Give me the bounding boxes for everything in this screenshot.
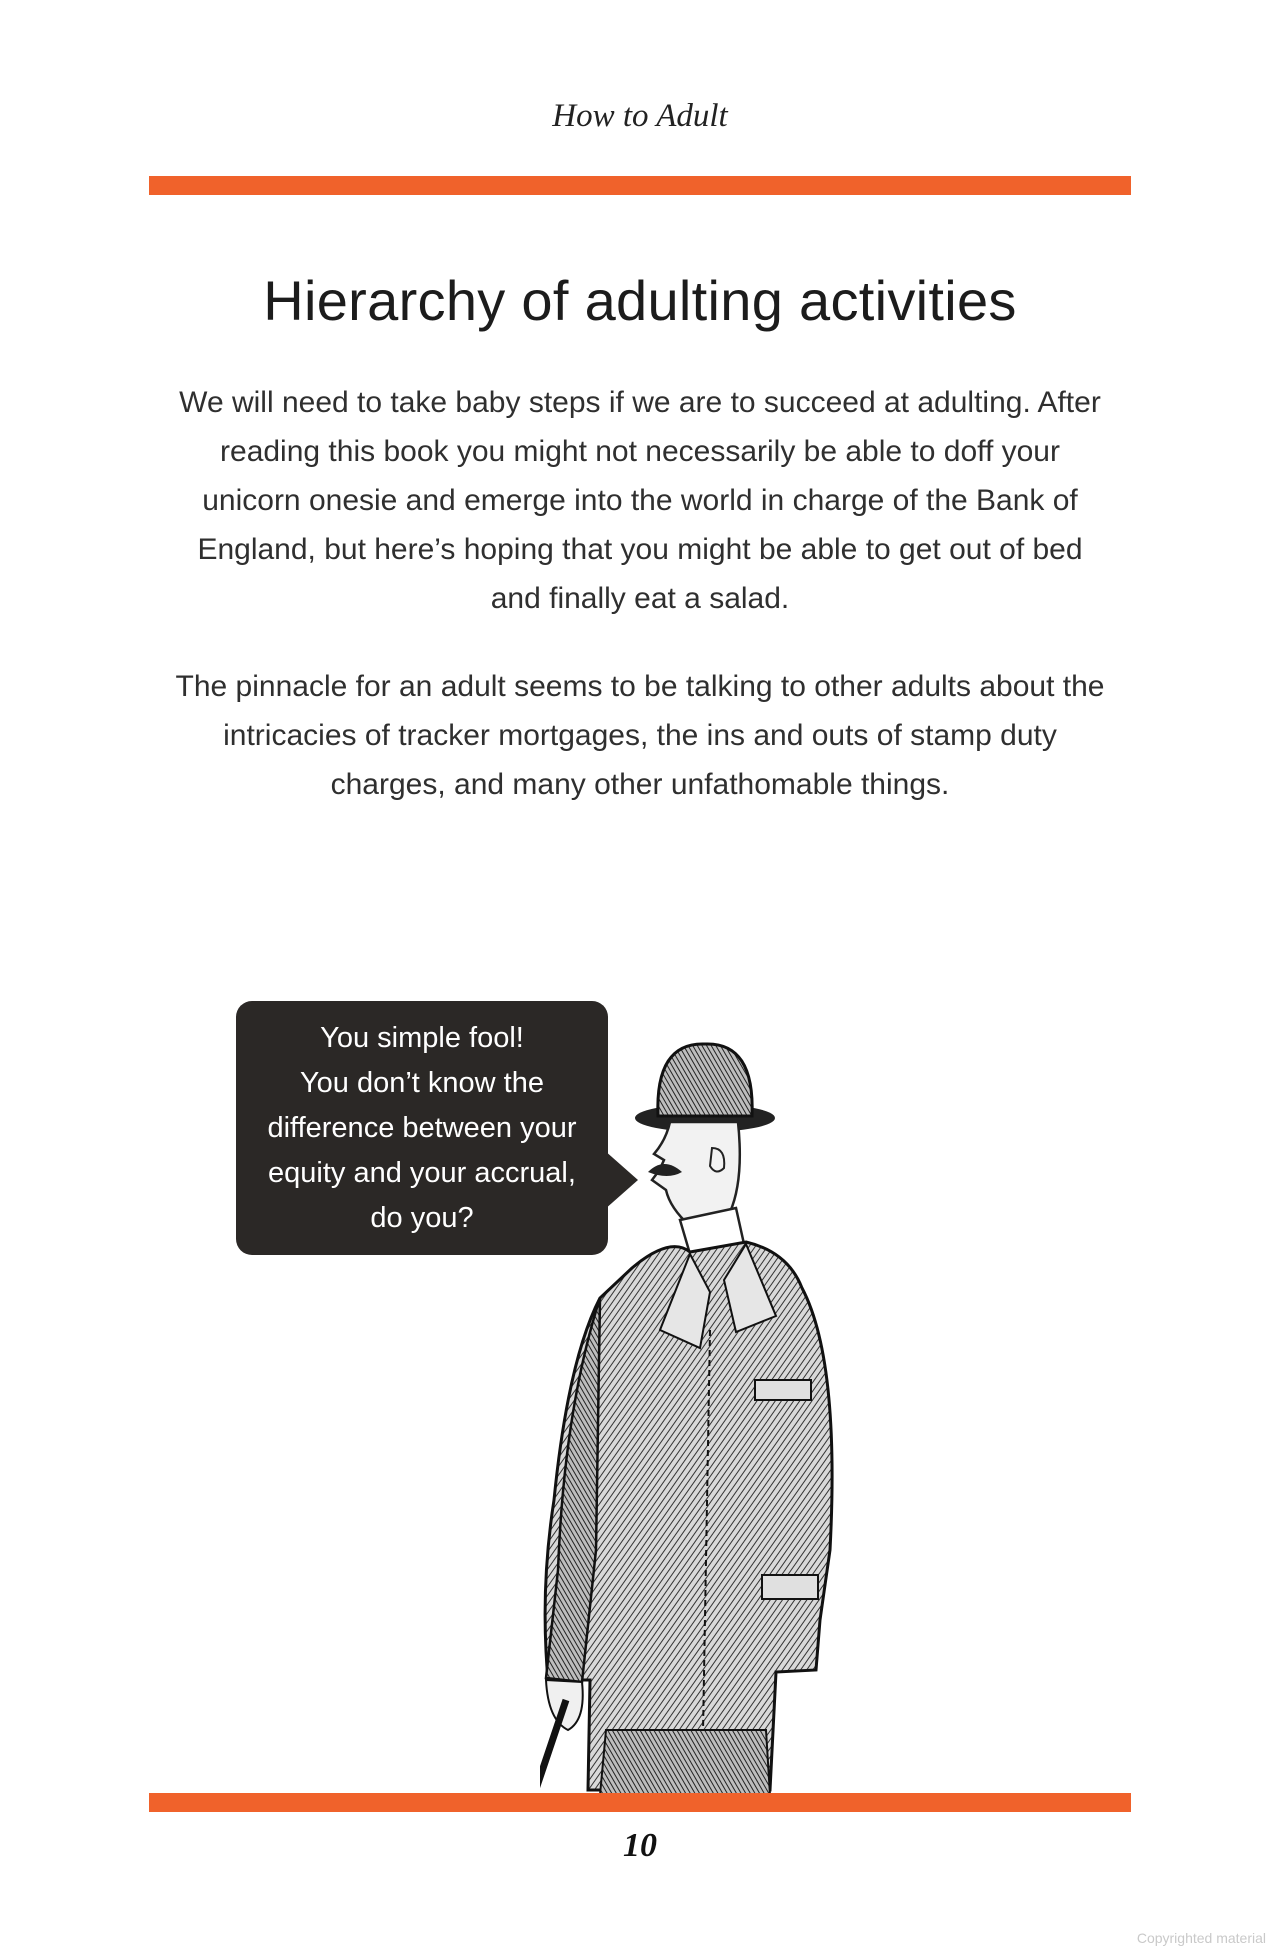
bubble-line: You don’t know the xyxy=(299,1066,544,1099)
bubble-line: difference between your xyxy=(267,1111,577,1144)
bubble-line: equity and your accrual, xyxy=(268,1156,576,1189)
body-paragraph-2: The pinnacle for an adult seems to be talking to other adults about the intricacies of tracker mortgages, the ins and outs of stamp duty charges, and many other unfathomable things. xyxy=(175,670,1105,801)
section-title: Hierarchy of adulting activities xyxy=(263,269,1017,332)
body-paragraph-1: We will need to take baby steps if we are to succeed at adulting. After reading this book you might not necessarily be able to doff your unicorn onesie and emerge into the world in charge of the Bank of England, but here’s hoping that you might be able to get out of bed and finally eat a salad. xyxy=(179,386,1101,615)
copyright-watermark: Copyrighted material xyxy=(1136,1930,1266,1946)
speech-bubble-text xyxy=(267,1016,576,1241)
bubble-line: do you? xyxy=(370,1201,474,1234)
bowler-hat-crown xyxy=(658,1044,752,1116)
hip-pocket xyxy=(762,1575,818,1599)
speech-bubble-tail xyxy=(604,1150,638,1210)
bubble-line: You simple fool! xyxy=(320,1021,524,1054)
bubble-tail-shape xyxy=(604,1150,638,1210)
trousers xyxy=(600,1730,770,1795)
top-rule xyxy=(149,176,1131,195)
bottom-rule xyxy=(149,1793,1131,1812)
speech-bubble xyxy=(236,1001,608,1255)
running-head: How to Adult xyxy=(552,98,728,134)
chest-pocket xyxy=(755,1380,811,1400)
page-number: 10 xyxy=(623,1827,657,1864)
